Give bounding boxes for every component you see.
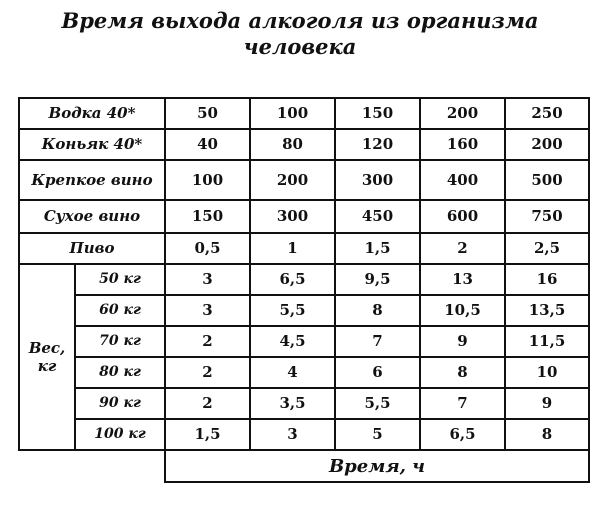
weight-label: Вес, кг [19, 264, 75, 450]
time-value: 3 [250, 419, 335, 450]
time-value: 6,5 [420, 419, 505, 450]
weight-row [19, 326, 589, 357]
time-value: 16 [505, 264, 589, 295]
alcohol-elimination-table [18, 97, 590, 483]
drink-row [19, 129, 589, 160]
empty-corner [19, 450, 165, 482]
drink-amount: 300 [250, 200, 335, 233]
drink-amount: 300 [335, 160, 420, 200]
weight-value: 70 кг [75, 326, 165, 357]
drink-amount: 150 [165, 200, 250, 233]
time-value: 2 [165, 388, 250, 419]
time-value: 6,5 [250, 264, 335, 295]
drink-amount: 2,5 [505, 233, 589, 264]
time-value: 4,5 [250, 326, 335, 357]
time-value: 2 [165, 357, 250, 388]
time-value: 3,5 [250, 388, 335, 419]
drink-amount: 150 [335, 98, 420, 129]
time-value: 5,5 [250, 295, 335, 326]
drink-amount: 600 [420, 200, 505, 233]
drink-amount: 450 [335, 200, 420, 233]
drink-amount: 100 [250, 98, 335, 129]
title-line-2: человека [243, 34, 357, 59]
weight-value: 60 кг [75, 295, 165, 326]
drink-amount: 1 [250, 233, 335, 264]
time-caption: Время, ч [165, 450, 589, 482]
weight-row [19, 419, 589, 450]
drink-amount: 160 [420, 129, 505, 160]
drink-amount: 400 [420, 160, 505, 200]
time-value: 10 [505, 357, 589, 388]
weight-value: 100 кг [75, 419, 165, 450]
drink-row [19, 160, 589, 200]
drink-amount: 200 [250, 160, 335, 200]
page-title [0, 8, 600, 60]
time-value: 6 [335, 357, 420, 388]
time-value: 4 [250, 357, 335, 388]
drink-amount: 100 [165, 160, 250, 200]
time-value: 9,5 [335, 264, 420, 295]
weight-row [19, 357, 589, 388]
time-value: 8 [505, 419, 589, 450]
weight-value: 90 кг [75, 388, 165, 419]
drink-amount: 500 [505, 160, 589, 200]
drink-row [19, 233, 589, 264]
drink-name: Водка 40* [19, 98, 165, 129]
drink-amount: 80 [250, 129, 335, 160]
time-value: 1,5 [165, 419, 250, 450]
drink-amount: 1,5 [335, 233, 420, 264]
weight-row [19, 388, 589, 419]
time-value: 8 [420, 357, 505, 388]
drink-amount: 0,5 [165, 233, 250, 264]
drink-name: Сухое вино [19, 200, 165, 233]
time-value: 13 [420, 264, 505, 295]
drink-name: Коньяк 40* [19, 129, 165, 160]
time-value: 5 [335, 419, 420, 450]
caption-row [19, 450, 589, 482]
drink-amount: 40 [165, 129, 250, 160]
weight-row [19, 295, 589, 326]
drink-amount: 50 [165, 98, 250, 129]
time-value: 9 [505, 388, 589, 419]
time-value: 11,5 [505, 326, 589, 357]
drink-amount: 250 [505, 98, 589, 129]
time-value: 9 [420, 326, 505, 357]
drink-row [19, 98, 589, 129]
time-value: 2 [165, 326, 250, 357]
time-value: 10,5 [420, 295, 505, 326]
drink-amount: 200 [420, 98, 505, 129]
weight-row [19, 264, 589, 295]
time-value: 7 [420, 388, 505, 419]
time-value: 3 [165, 264, 250, 295]
drink-amount: 200 [505, 129, 589, 160]
time-value: 13,5 [505, 295, 589, 326]
drink-amount: 120 [335, 129, 420, 160]
drink-name: Крепкое вино [19, 160, 165, 200]
drink-amount: 750 [505, 200, 589, 233]
weight-value: 80 кг [75, 357, 165, 388]
drink-amount: 2 [420, 233, 505, 264]
title-line-1: Время выхода алкоголя из организма [61, 8, 539, 33]
time-value: 7 [335, 326, 420, 357]
time-value: 3 [165, 295, 250, 326]
drink-name: Пиво [19, 233, 165, 264]
drink-row [19, 200, 589, 233]
weight-value: 50 кг [75, 264, 165, 295]
time-value: 5,5 [335, 388, 420, 419]
time-value: 8 [335, 295, 420, 326]
